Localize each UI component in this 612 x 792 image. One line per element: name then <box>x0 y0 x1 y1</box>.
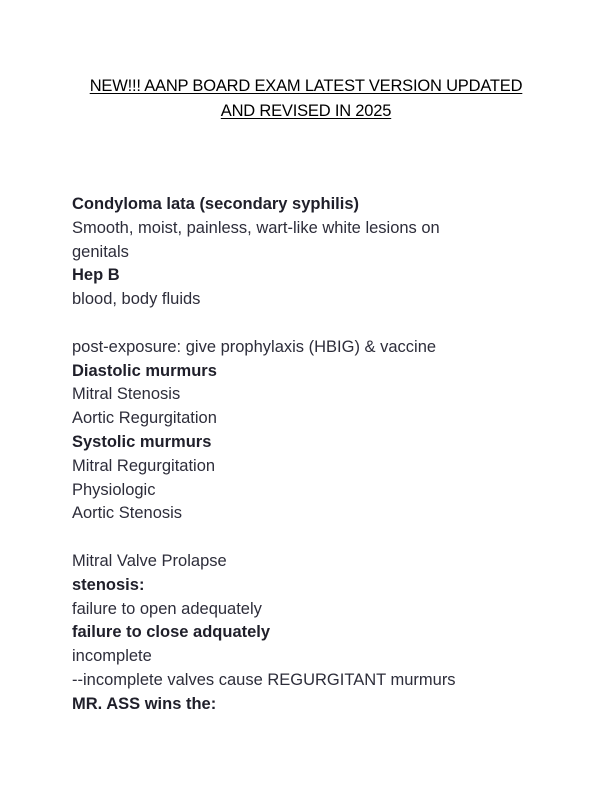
text-line: Mitral Stenosis <box>72 385 181 404</box>
text-line: Mitral Regurgitation <box>72 456 216 475</box>
heading-diastolic-murmurs: Diastolic murmurs <box>72 361 217 380</box>
heading-failure-to-close: failure to close adquately <box>72 623 271 642</box>
blank-line <box>72 526 552 550</box>
title-line-2: AND REVISED IN 2025 <box>220 102 392 120</box>
document-title <box>60 74 552 124</box>
heading-systolic-murmurs: Systolic murmurs <box>72 432 212 451</box>
text-line: failure to open adequately <box>72 599 262 618</box>
heading-hep-b: Hep B <box>72 266 120 285</box>
text-line: Physiologic <box>72 480 156 499</box>
text-line: Aortic Stenosis <box>72 504 183 523</box>
text-line: Smooth, moist, painless, wart-like white lesions on <box>72 218 440 237</box>
text-line: Aortic Regurgitation <box>72 409 217 428</box>
text-line: incomplete <box>72 647 152 666</box>
heading-stenosis: stenosis: <box>72 575 145 594</box>
text-line: --incomplete valves cause REGURGITANT murmurs <box>72 670 456 689</box>
text-line: blood, body fluids <box>72 290 201 309</box>
text-line: post-exposure: give prophylaxis (HBIG) & vaccine <box>72 337 437 356</box>
heading-mr-ass: MR. ASS wins the: <box>72 694 217 713</box>
title-line-1: NEW!!! AANP BOARD EXAM LATEST VERSION UPDATED <box>89 77 523 95</box>
heading-condyloma: Condyloma lata (secondary syphilis) <box>72 195 359 213</box>
document-body <box>72 193 552 717</box>
blank-line <box>72 312 552 336</box>
text-line: genitals <box>72 242 129 261</box>
text-line: Mitral Valve Prolapse <box>72 551 227 570</box>
